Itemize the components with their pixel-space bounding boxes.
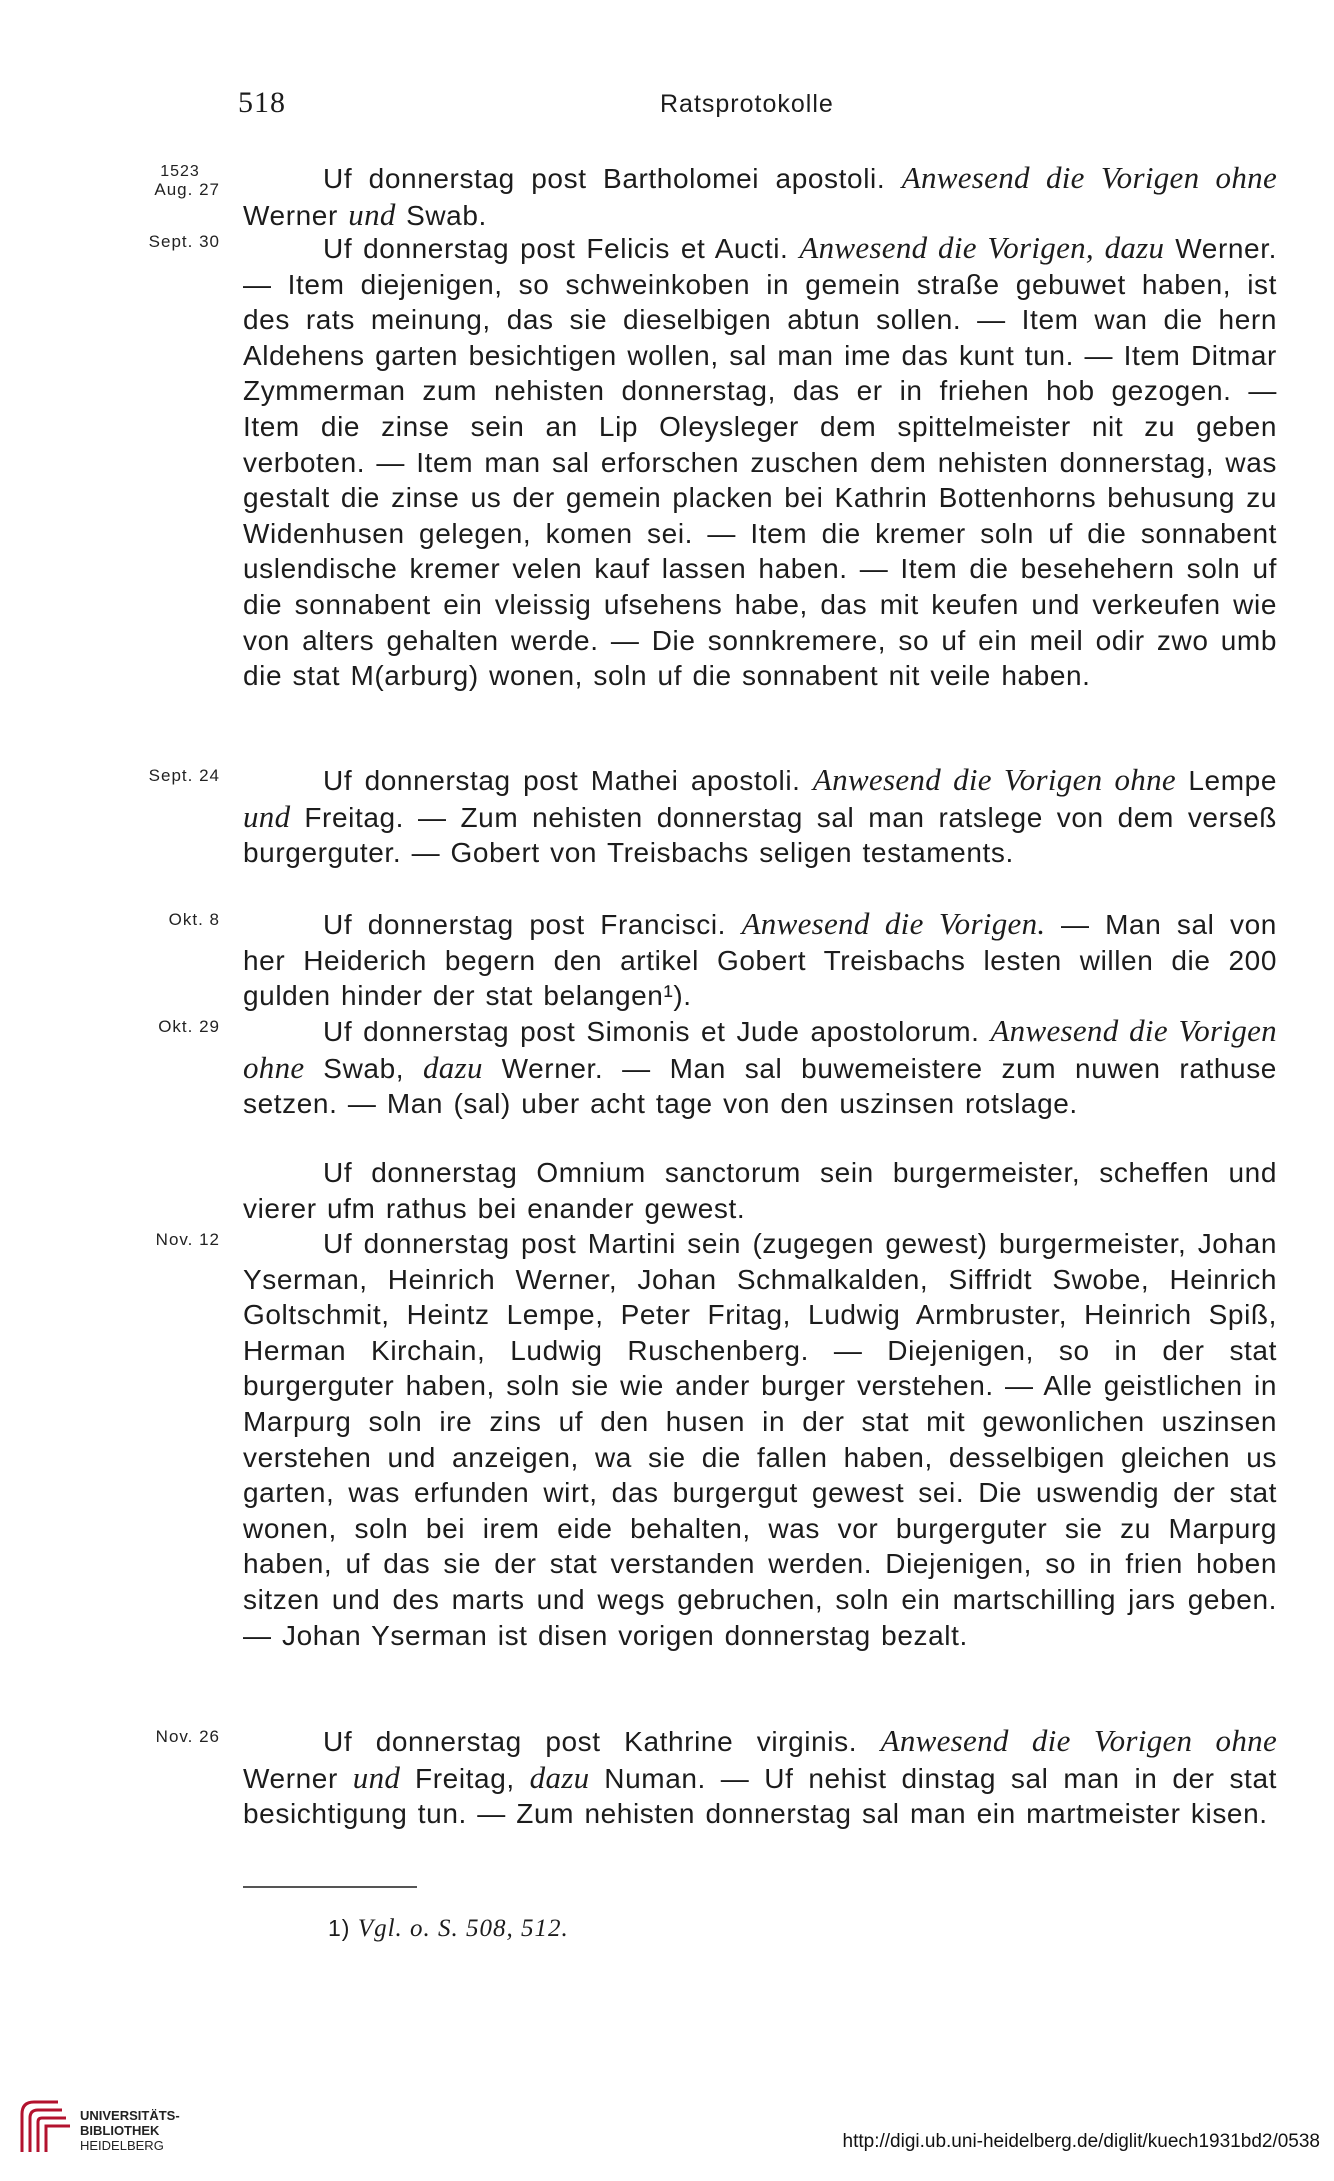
text-run: Uf donnerstag post Kathrine virginis.: [323, 1726, 881, 1757]
page-number: 518: [238, 86, 286, 119]
footnote: [328, 1915, 569, 1943]
text-run: Numan. — Uf nehist dinstag sal man in der stat besichtigung tun. — Zum nehisten donnerstag sal man ein martmeister kisen.: [243, 1762, 1277, 1830]
library-line-3: HEIDELBERG: [80, 2138, 164, 2153]
margin-date: [100, 164, 220, 200]
entry-text: [243, 1013, 1277, 1122]
text-run: Uf donnerstag post Bartholomei apostoli.: [323, 163, 902, 194]
margin-date: Okt. 29: [158, 1017, 220, 1036]
text-run: Freitag. — Zum nehisten donnerstag sal man ratslege von dem verseß burgerguter. — Gobert von Treisbachs seligen testaments.: [243, 801, 1277, 869]
entry-text: [243, 1723, 1277, 1832]
italic-run: Anwesend die Vorigen ohne: [812, 762, 1176, 797]
italic-run: dazu: [422, 1049, 483, 1085]
text-run: Lempe: [1175, 765, 1277, 796]
library-footer: [0, 2090, 1334, 2170]
margin-year: 1523: [160, 163, 200, 180]
text-run: Freitag,: [400, 1762, 530, 1794]
italic-run: dazu: [529, 1759, 590, 1795]
page-header: [0, 86, 1334, 126]
footnote-text: Vgl. o. S. 508, 512.: [357, 1915, 569, 1942]
text-run: Swab,: [304, 1052, 423, 1084]
text-run: Werner: [243, 1762, 353, 1794]
library-line-1: UNIVERSITÄTS-: [80, 2108, 180, 2123]
library-logo-icon: [14, 2092, 84, 2162]
italic-run: und: [243, 798, 291, 834]
italic-run: und: [352, 1759, 401, 1795]
italic-run: Anwesend die Vorigen ohne: [880, 1723, 1277, 1758]
entry-text: [243, 230, 1277, 694]
footnote-rule: [243, 1886, 417, 1888]
text-run: Uf donnerstag post Francisci.: [323, 909, 742, 940]
margin-date: Nov. 12: [155, 1230, 220, 1249]
text-run: Werner. — Man sal buwemeistere zum nuwen rathuse setzen. — Man (sal) uber acht tage von den uszinsen rotslage.: [243, 1052, 1277, 1120]
text-run: Swab.: [395, 199, 487, 231]
text-run: Werner: [243, 199, 349, 231]
entry-text: [243, 1226, 1277, 1653]
library-line-2: BIBLIOTHEK: [80, 2123, 160, 2138]
footnote-marker: 1): [328, 1915, 351, 1941]
italic-run: Anwesend die Vorigen ohne: [901, 160, 1277, 195]
margin-date: Sept. 24: [148, 766, 220, 785]
text-run: Uf donnerstag post Simonis et Jude apostolorum.: [323, 1016, 991, 1047]
italic-run: Anwesend die Vorigen ohne: [243, 1013, 1277, 1085]
italic-run: Anwesend die Vorigen.: [741, 906, 1046, 941]
text-run: — Man sal von her Heiderich begern den artikel Gobert Treisbachs lesten willen die 200 gulden hinder der stat belangen¹).: [243, 909, 1277, 1012]
entry-text: [243, 1155, 1277, 1226]
italic-run: und: [348, 196, 396, 232]
margin-date: Okt. 8: [168, 910, 220, 929]
margin-date: Sept. 30: [148, 232, 220, 251]
text-run: Uf donnerstag post Felicis et Aucti.: [323, 233, 800, 264]
entry-text: [243, 160, 1277, 233]
text-run: Uf donnerstag Omnium sanctorum sein burgermeister, scheffen und vierer ufm rathus bei enander gewest.: [243, 1157, 1277, 1224]
library-name: [80, 2108, 180, 2153]
text-run: Werner. — Item diejenigen, so schweinkoben in gemein straße gebuwet haben, ist des rats meinung, das sie dieselbigen abtun sollen. — Item wan die hern Aldehens garten besichtigen wollen, sal man ime das kunt tun. — Item Ditmar Zymmerman zum nehisten donnerstag, das er in friehen hob gezogen. — Item die zinse sein an Lip Oleysleger dem spittelmeister nit zu geben verboten. — Item man sal erforschen zuschen dem nehisten donnerstag, was gestalt die zinse us der gemein placken bei Kathrin Bottenhorns behusung zu Widenhusen gelegen, komen sei. — Item die kremer soln uf die sonnabent uslendische kremer velen kauf lassen haben. — Item die besehehern soln uf die sonnabent ein vleissig ufsehens habe, das mit keufen und verkeufen wie von alters gehalten werde. — Die sonnkremere, so uf ein meil odir zwo umb die stat M(arburg) wonen, soln uf die sonnabent nit veile haben.: [243, 233, 1277, 692]
margin-date: Nov. 26: [155, 1727, 220, 1746]
text-run: Uf donnerstag post Mathei apostoli.: [323, 765, 813, 796]
text-run: Uf donnerstag post Martini sein (zugegen gewest) burgermeister, Johan Yserman, Heinrich Werner, Johan Schmalkalden, Siffridt Swobe, Heinrich Goltschmit, Heintz Lempe, Peter Fritag, Ludwig Armbruster, Heinrich Spiß, Herman Kirchain, Ludwig Ruschenberg. — Diejenigen, so in der stat burgerguter haben, soln sie wie ander burger verstehen. — Alle geistlichen in Marpurg soln ire zins uf den husen in der stat mit gewonlichen uszinsen verstehen und anzeigen, wa sie die fallen haben, desselbigen gleichen us garten, was erfunden wirt, das burgergut gewest sei. Die uswendig der stat wonen, soln bei irem eide behalten, was vor burgerguter sie zu Marpurg haben, uf das sie der stat verstanden werden. Diejenigen, so in frien hoben sitzen und des marts und wegs gebruchen, soln ein martschilling jars geben. — Johan Yserman ist disen vorigen donnerstag bezalt.: [243, 1228, 1277, 1651]
source-url-link[interactable]: http://digi.ub.uni-heidelberg.de/diglit/kuech1931bd2/0538: [842, 2131, 1320, 2152]
running-title: Ratsprotokolle: [660, 90, 834, 118]
entry-text: [243, 906, 1277, 1014]
italic-run: Anwesend die Vorigen, dazu: [799, 230, 1165, 265]
margin-date-label: Aug. 27: [154, 180, 220, 199]
entry-text: [243, 762, 1277, 871]
